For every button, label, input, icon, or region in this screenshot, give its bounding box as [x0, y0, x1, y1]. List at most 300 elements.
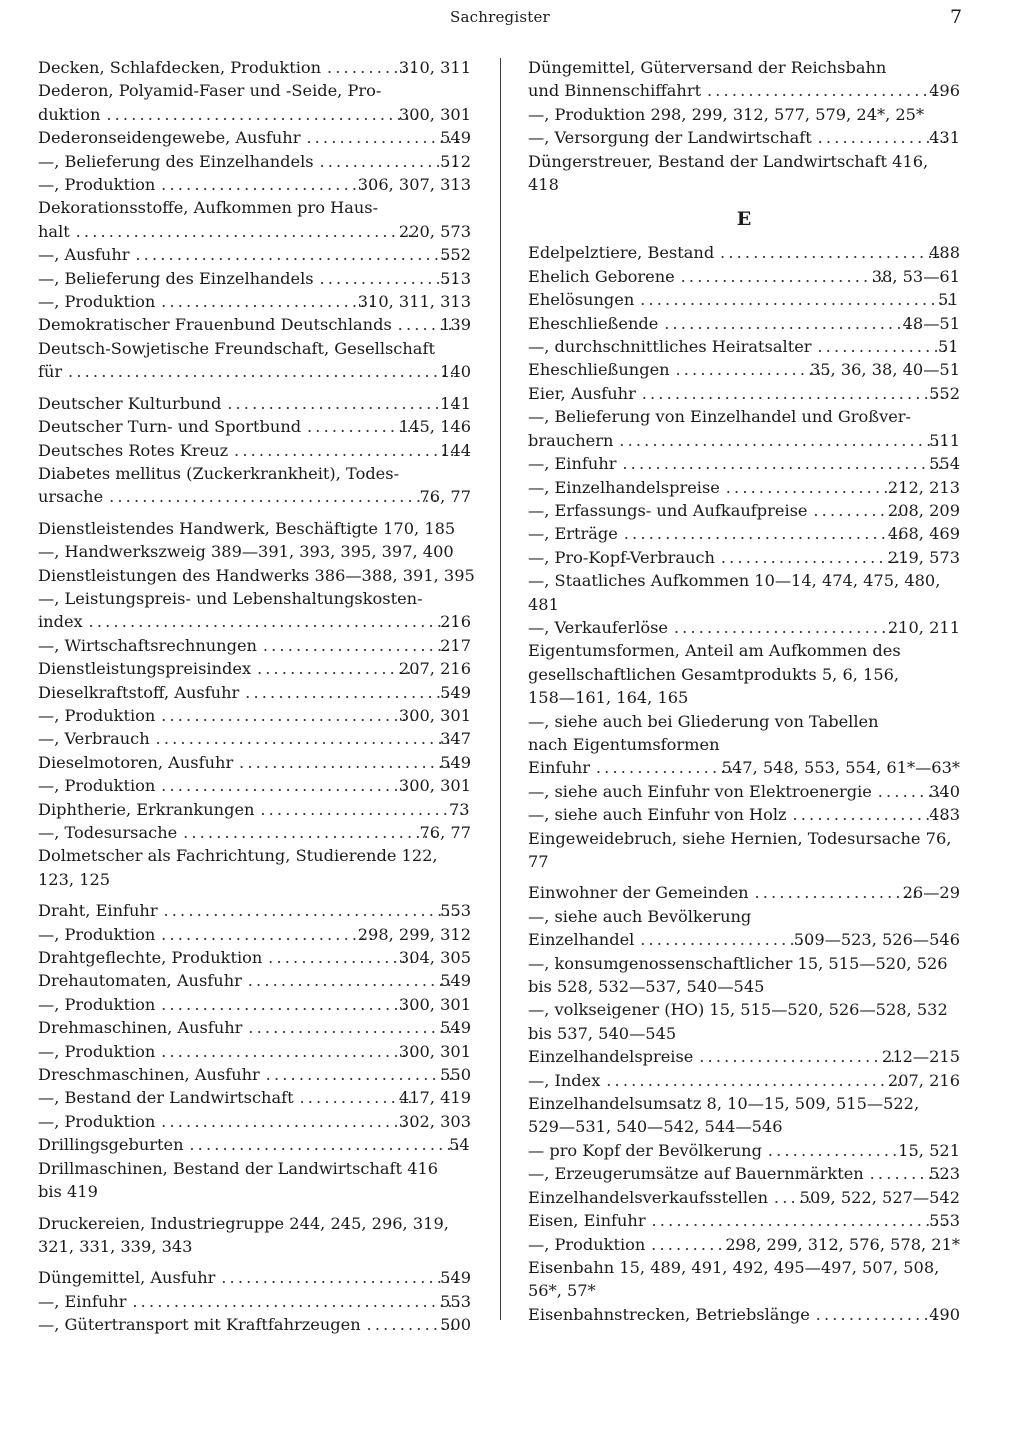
index-entry [528, 881, 960, 904]
entry-text: Diphtherie, Erkrankungen [38, 799, 255, 819]
page-references: 140 [440, 362, 471, 382]
entry-text: —, Verbrauch [38, 729, 150, 749]
dot-leader [73, 220, 418, 243]
page-references: 549 [440, 1018, 471, 1038]
index-entry [38, 462, 471, 509]
dot-leader [619, 452, 948, 475]
entry-text: —, Pro-Kopf-Verbrauch [528, 547, 715, 567]
index-line [38, 993, 471, 1016]
index-line [528, 975, 960, 998]
index-line: Ehelösungen . . . 51 [550, 288, 960, 311]
dot-leader [661, 312, 921, 335]
index-entry [528, 756, 960, 779]
page-references: 549 [440, 682, 471, 702]
entry-text: —, Produktion [38, 924, 156, 944]
entry-text: —, Einfuhr [528, 454, 617, 474]
section-letter: E [736, 208, 752, 231]
index-line [528, 1115, 960, 1138]
entry-text: Dekorationsstoffe, Aufkommen pro Haus- [38, 198, 379, 218]
column-divider [500, 58, 501, 1320]
index-entry [38, 798, 471, 821]
page-references: 552 [929, 383, 960, 403]
index-entry [528, 1139, 960, 1162]
page-references: 300, 301 [398, 994, 471, 1014]
index-line [528, 452, 960, 475]
index-line [38, 337, 471, 360]
page-references: 554 [929, 454, 960, 474]
entry-text: Dienstleistungspreisindex [38, 659, 252, 679]
index-line [38, 923, 471, 946]
page-references: 35, 36, 38, 40—51 [809, 360, 960, 380]
index-line [38, 196, 471, 219]
dot-leader [158, 1040, 418, 1063]
index-entry [38, 634, 471, 657]
entry-text: Eisenbahn 15, 489, 491, 492, 495—497, 507, 508, [528, 1257, 940, 1277]
page-references: 511 [929, 430, 960, 450]
index-entry [38, 727, 471, 750]
index-entry [38, 1266, 471, 1289]
index-entry [38, 657, 471, 680]
index-line [38, 564, 475, 587]
entry-text: —, siehe auch Einfuhr von Holz [528, 805, 787, 825]
entry-text: —, Verkauferlöse [528, 617, 669, 637]
index-entry [528, 1233, 960, 1256]
entry-text: —, Produktion [38, 705, 156, 725]
dot-leader [317, 267, 460, 290]
entry-text: Dieselkraftstoff, Ausfuhr [38, 682, 240, 702]
entry-text: —, Produktion 298, 299, 312, 577, 579, 24*, 25* [528, 104, 925, 124]
index-line [528, 1279, 960, 1302]
entry-text: Düngemittel, Güterversand der Reichsbahn [528, 58, 887, 77]
index-entry [38, 1290, 471, 1313]
dot-leader [180, 821, 438, 844]
index-entry [528, 126, 960, 149]
index-entry [528, 1209, 960, 1232]
index-line [38, 1266, 471, 1289]
right-index-column [528, 56, 960, 1326]
page-references: 304, 305 [398, 948, 471, 968]
entry-text: Einzelhandel [528, 930, 635, 950]
page-references: 347 [440, 729, 471, 749]
index-entry [528, 803, 960, 826]
index-line [528, 1069, 960, 1092]
entry-text: Deutscher Turn- und Sportbund [38, 417, 302, 437]
index-entry [528, 241, 960, 264]
entry-text: 321, 331, 339, 343 [38, 1236, 193, 1256]
dot-leader [129, 1290, 459, 1313]
index-line [528, 56, 960, 79]
dot-leader [616, 429, 948, 452]
index-line [38, 360, 471, 383]
index-line [528, 1186, 960, 1209]
index-entry [528, 1162, 960, 1185]
dot-leader [132, 243, 459, 266]
entry-text: Eingeweidebruch, siehe Hernien, Todesursache 76, [528, 828, 952, 848]
index-entry [38, 540, 471, 563]
page-references: 483 [929, 805, 960, 825]
index-line [38, 1157, 471, 1180]
entry-text: Deutsches Rotes Kreuz [38, 440, 229, 460]
index-line [38, 704, 471, 727]
entry-text: gesellschaftlichen Gesamtprodukts 5, 6, 156, [528, 664, 900, 684]
dot-leader [603, 1069, 907, 1092]
index-line [528, 358, 960, 381]
index-entry [528, 1092, 960, 1139]
entry-text: Drillingsgeburten [38, 1135, 184, 1155]
page-references: 139 [440, 315, 471, 335]
index-line [528, 1139, 960, 1162]
index-entry [528, 569, 960, 616]
index-line [528, 1162, 960, 1185]
page-references: 553 [440, 1291, 471, 1311]
index-entry [528, 780, 960, 803]
entry-text: duktion [38, 104, 101, 124]
entry-text: Drahtgeflechte, Produktion [38, 948, 263, 968]
entry-text: —, Produktion [38, 292, 156, 312]
index-line [528, 663, 960, 686]
index-line [38, 392, 471, 415]
index-entry [528, 928, 960, 951]
index-line [38, 220, 471, 243]
index-line [38, 1180, 471, 1203]
index-line [38, 868, 471, 891]
dot-leader [317, 150, 460, 173]
index-line [38, 173, 471, 196]
page-references: 490 [929, 1304, 960, 1324]
index-entry [528, 710, 960, 757]
index-entry [528, 546, 960, 569]
entry-text: Düngemittel, Ausfuhr [38, 1268, 216, 1288]
index-line [528, 593, 960, 616]
page-references: 513 [440, 268, 471, 288]
page-references: 552 [440, 245, 471, 265]
page-references: 145, 146 [398, 417, 471, 437]
dot-leader [723, 476, 907, 499]
page-references: 217 [440, 635, 471, 655]
index-line [528, 522, 960, 545]
index-entry [38, 415, 471, 438]
page-references: 216 [440, 612, 471, 632]
entry-text: Dolmetscher als Fachrichtung, Studierende 122, [38, 846, 438, 866]
page-references: 310, 311, 313 [357, 292, 471, 312]
index-line [38, 290, 471, 313]
entry-text: —, Index [528, 1070, 601, 1090]
index-entry [38, 993, 471, 1016]
index-line [38, 727, 471, 750]
page-references: 468, 469 [887, 524, 960, 544]
index-entry [38, 1212, 471, 1259]
page-references: 500 [440, 1315, 471, 1335]
dot-leader [704, 79, 948, 102]
page-number: 7 [950, 6, 963, 28]
dot-leader [765, 1139, 917, 1162]
index-line [528, 1092, 960, 1115]
index-entry [38, 923, 471, 946]
entry-text: Diabetes mellitus (Zuckerkrankheit), Todes- [38, 463, 400, 483]
index-entry [38, 564, 475, 587]
index-line [528, 1233, 960, 1256]
index-entry [528, 382, 960, 405]
page-references: 512 [440, 151, 471, 171]
index-line [38, 1086, 471, 1109]
page-references: 549 [440, 971, 471, 991]
index-entry [38, 1133, 471, 1156]
dot-leader [621, 522, 907, 545]
index-entry [38, 290, 471, 313]
index-line [528, 476, 960, 499]
dot-leader [242, 681, 459, 704]
index-line [528, 79, 960, 102]
index-line [38, 1040, 471, 1063]
index-line [38, 657, 471, 680]
page-references: 306, 307, 313 [357, 175, 471, 195]
entry-text: Dieselmotoren, Ausfuhr [38, 752, 234, 772]
index-line [38, 540, 471, 563]
index-entry [38, 587, 471, 634]
index-line [528, 1022, 960, 1045]
page-references: 523 [929, 1164, 960, 1184]
entry-text: index [38, 612, 83, 632]
index-entry [528, 522, 960, 545]
dot-leader [65, 360, 459, 383]
entry-text: Dienstleistendes Handwerk, Beschäftigte 170, 185 [38, 518, 456, 538]
dot-leader [103, 103, 417, 126]
index-line [38, 103, 471, 126]
entry-text: —, Produktion [38, 175, 156, 195]
page-references: 144 [440, 440, 471, 460]
page-references: 38, 53—61 [871, 266, 960, 286]
dot-leader [752, 881, 922, 904]
index-line [38, 485, 471, 508]
index-line [528, 173, 960, 196]
entry-text: —, Ausfuhr [38, 245, 130, 265]
dot-leader [158, 1110, 418, 1133]
dot-leader [717, 241, 948, 264]
page-references: 219, 573 [887, 547, 960, 567]
dot-leader [245, 1016, 459, 1039]
index-entry [38, 1313, 471, 1336]
index-entry [528, 358, 960, 381]
page-references: 549 [440, 1268, 471, 1288]
index-line [38, 681, 471, 704]
entry-text: Einfuhr [528, 758, 590, 778]
page-references: 488 [929, 243, 960, 263]
index-entry [528, 405, 960, 452]
index-line [528, 429, 960, 452]
entry-text: Draht, Einfuhr [38, 901, 158, 921]
page-references: 300, 301 [398, 1041, 471, 1061]
dot-leader [637, 928, 812, 951]
index-line [528, 1209, 960, 1232]
index-entry [38, 751, 471, 774]
index-entry [528, 103, 960, 126]
dot-leader [593, 756, 741, 779]
page-references: 48—51 [902, 313, 960, 333]
page-references: 212, 213 [887, 477, 960, 497]
index-line [528, 103, 960, 126]
page-references: 76, 77 [419, 487, 471, 507]
entry-text: —, Produktion [38, 1041, 156, 1061]
index-line [38, 313, 471, 336]
entry-text: 158—161, 164, 165 [528, 688, 689, 708]
index-entry [38, 439, 471, 462]
entry-text: —, Wirtschaftsrechnungen [38, 635, 257, 655]
dot-leader [696, 1045, 901, 1068]
index-entry [38, 969, 471, 992]
index-entry [528, 476, 960, 499]
index-line [528, 1303, 960, 1326]
page-references: 15, 521 [898, 1140, 960, 1160]
dot-leader [263, 1063, 459, 1086]
entry-text: Eheschließende [528, 313, 659, 333]
index-line: —, durchschnittliches Heiratsalter . . . 51 [550, 335, 960, 358]
dot-leader [231, 439, 459, 462]
dot-leader [303, 126, 459, 149]
index-line [38, 899, 471, 922]
index-entry [528, 952, 960, 999]
page-references: 340 [929, 781, 960, 801]
entry-text: —, Belieferung von Einzelhandel und Großver- [528, 407, 912, 427]
index-line [528, 265, 960, 288]
index-entry [38, 1157, 471, 1204]
index-line [528, 881, 960, 904]
dot-leader [158, 923, 376, 946]
index-line [528, 1045, 960, 1068]
entry-text: 56*, 57* [528, 1281, 596, 1301]
entry-text: ursache [38, 487, 104, 507]
index-line [38, 1016, 471, 1039]
entry-text: halt [38, 221, 70, 241]
dot-leader [254, 657, 418, 680]
dot-leader [153, 727, 459, 750]
entry-text: —, volkseigener (HO) 15, 515—520, 526—528, 532 [528, 1000, 948, 1020]
index-line [38, 56, 471, 79]
dot-leader [158, 290, 376, 313]
index-line [528, 952, 960, 975]
index-entry [38, 844, 471, 891]
index-line [528, 780, 960, 803]
entry-text: Einzelhandelsumsatz 8, 10—15, 509, 515—522, [528, 1094, 920, 1114]
index-entry [38, 196, 471, 243]
entry-text: 123, 125 [38, 869, 111, 889]
entry-text: —, Produktion [528, 1234, 646, 1254]
dot-leader [265, 946, 418, 969]
index-line [528, 382, 960, 405]
entry-text: bis 419 [38, 1182, 98, 1202]
entry-text: —, Produktion [38, 776, 156, 796]
page-references: 298, 299, 312, 576, 578, 21* [725, 1234, 960, 1254]
page-references: 417, 419 [398, 1088, 471, 1108]
entry-text: Dreschmaschinen, Ausfuhr [38, 1065, 260, 1085]
index-entry [528, 1069, 960, 1092]
entry-text: —, Handwerkszweig 389—391, 393, 395, 397, 400 [38, 542, 454, 562]
index-line [38, 1235, 471, 1258]
dot-leader [637, 288, 957, 311]
page-references: 550 [440, 1065, 471, 1085]
entry-text: und Binnenschiffahrt [528, 81, 702, 101]
entry-text: brauchern [528, 430, 614, 450]
entry-text: Düngerstreuer, Bestand der Landwirtschaft 416, [528, 151, 929, 171]
page-header [0, 8, 1024, 32]
index-entry [38, 1063, 471, 1086]
entry-text: Einwohner der Gemeinden [528, 883, 749, 903]
index-entry [528, 312, 960, 335]
index-entry [528, 499, 960, 522]
entry-text: Drillmaschinen, Bestand der Landwirtschaft 416 [38, 1158, 439, 1178]
entry-text: Einzelhandelspreise [528, 1047, 694, 1067]
entry-text: Drehmaschinen, Ausfuhr [38, 1018, 243, 1038]
index-entry [528, 150, 960, 197]
entry-text: 481 [528, 594, 559, 614]
page-references: 300, 301 [398, 104, 471, 124]
page-references: 496 [929, 81, 960, 101]
entry-text: Drehautomaten, Ausfuhr [38, 971, 242, 991]
index-entry [38, 704, 471, 727]
index-entry [38, 126, 471, 149]
dot-leader [106, 485, 438, 508]
page-references: 26—29 [902, 883, 960, 903]
page-references: 208, 209 [887, 500, 960, 520]
page-references: 210, 211 [887, 617, 960, 637]
page-references: 141 [440, 393, 471, 413]
entry-text: Demokratischer Frauenbund Deutschlands [38, 315, 392, 335]
index-entry [528, 639, 960, 709]
index-line [38, 774, 471, 797]
entry-text: nach Eigentumsformen [528, 734, 720, 754]
entry-text: —, siehe auch Bevölkerung [528, 906, 752, 926]
dot-leader [224, 392, 459, 415]
index-entry [38, 821, 471, 844]
index-entry [528, 1256, 960, 1303]
entry-text: Druckereien, Industriegruppe 244, 245, 296, 319, [38, 1213, 449, 1233]
index-entry [528, 1186, 960, 1209]
entry-text: —, Erzeugerumsätze auf Bauernmärkten [528, 1164, 864, 1184]
dot-leader [790, 803, 949, 826]
index-line [38, 1313, 471, 1336]
page-references: 549 [440, 128, 471, 148]
dot-leader [718, 546, 907, 569]
index-line [38, 79, 471, 102]
index-entry [528, 56, 960, 103]
index-entry [38, 150, 471, 173]
entry-text: —, Erfassungs- und Aufkaufpreise [528, 500, 808, 520]
index-line [38, 610, 471, 633]
entry-text: für [38, 362, 63, 382]
entry-text: Eier, Ausfuhr [528, 383, 636, 403]
index-line [528, 998, 960, 1021]
index-entry [528, 1303, 960, 1326]
dot-leader [158, 173, 376, 196]
entry-text: —, durchschnittliches Heiratsalter [528, 337, 812, 357]
index-entry [528, 335, 960, 358]
page-references: 302, 303 [398, 1111, 471, 1131]
index-line [528, 827, 960, 850]
index-line [528, 733, 960, 756]
index-line [38, 439, 471, 462]
dot-leader [161, 899, 460, 922]
index-line [528, 686, 960, 709]
entry-text: Edelpelztiere, Bestand [528, 243, 715, 263]
dot-leader [187, 1133, 469, 1156]
index-entry [528, 1045, 960, 1068]
index-line [38, 1212, 471, 1235]
index-entry [38, 681, 471, 704]
dot-leader [260, 634, 459, 657]
dot-leader [158, 704, 418, 727]
entry-text: —, Leistungspreis- und Lebenshaltungskosten- [38, 588, 423, 608]
index-line [38, 150, 471, 173]
left-index-column [38, 56, 475, 1337]
